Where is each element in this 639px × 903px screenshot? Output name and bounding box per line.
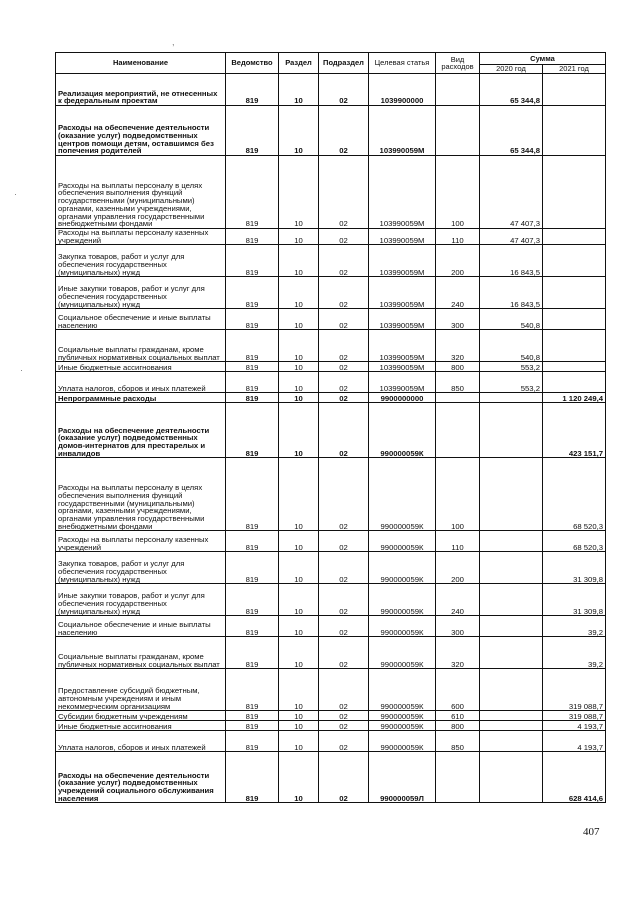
cell-target: 990000059К bbox=[369, 669, 436, 711]
cell-subsection: 02 bbox=[319, 584, 369, 616]
cell-y2021: 39,2 bbox=[543, 637, 606, 669]
cell-name: Иные бюджетные ассигнования bbox=[56, 721, 226, 731]
cell-name: Иные закупки товаров, работ и услуг для обеспечения государственных (муниципальных) нужд bbox=[56, 584, 226, 616]
header-dept: Ведомство bbox=[226, 53, 279, 74]
cell-section: 10 bbox=[279, 74, 319, 106]
scan-mark: · bbox=[20, 365, 23, 375]
cell-y2021 bbox=[543, 362, 606, 372]
cell-name: Непрограммные расходы bbox=[56, 393, 226, 403]
table-body bbox=[56, 74, 606, 803]
cell-subsection: 02 bbox=[319, 330, 369, 362]
table-row bbox=[56, 362, 606, 372]
cell-section: 10 bbox=[279, 458, 319, 531]
cell-y2021 bbox=[543, 309, 606, 330]
cell-target: 103990059М bbox=[369, 156, 436, 229]
table-row bbox=[56, 245, 606, 277]
cell-y2021 bbox=[543, 229, 606, 245]
cell-subsection: 02 bbox=[319, 731, 369, 752]
cell-y2020 bbox=[480, 637, 543, 669]
table-row bbox=[56, 731, 606, 752]
cell-dept: 819 bbox=[226, 616, 279, 637]
cell-type bbox=[436, 106, 480, 156]
scan-mark: , bbox=[172, 37, 175, 47]
cell-name: Реализация мероприятий, не отнесенных к федеральным проектам bbox=[56, 74, 226, 106]
cell-y2020 bbox=[480, 552, 543, 584]
cell-subsection: 02 bbox=[319, 721, 369, 731]
cell-y2020: 47 407,3 bbox=[480, 229, 543, 245]
cell-name: Социальные выплаты гражданам, кроме публичных нормативных социальных выплат bbox=[56, 330, 226, 362]
table-row bbox=[56, 309, 606, 330]
table-row bbox=[56, 616, 606, 637]
cell-y2021 bbox=[543, 106, 606, 156]
cell-target: 103990059М bbox=[369, 330, 436, 362]
cell-name: Социальное обеспечение и иные выплаты населению bbox=[56, 309, 226, 330]
page-number: 407 bbox=[583, 826, 600, 838]
header-2021: 2021 год bbox=[543, 65, 606, 74]
cell-y2021: 39,2 bbox=[543, 616, 606, 637]
cell-section: 10 bbox=[279, 731, 319, 752]
cell-section: 10 bbox=[279, 403, 319, 458]
cell-type bbox=[436, 752, 480, 803]
cell-section: 10 bbox=[279, 637, 319, 669]
cell-dept: 819 bbox=[226, 752, 279, 803]
cell-y2020: 540,8 bbox=[480, 330, 543, 362]
cell-dept: 819 bbox=[226, 156, 279, 229]
cell-type: 240 bbox=[436, 277, 480, 309]
cell-target: 990000059К bbox=[369, 458, 436, 531]
cell-y2020 bbox=[480, 721, 543, 731]
cell-target: 103990059М bbox=[369, 277, 436, 309]
cell-name: Закупка товаров, работ и услуг для обеспечения государственных (муниципальных) нужд bbox=[56, 245, 226, 277]
cell-subsection: 02 bbox=[319, 752, 369, 803]
table-row bbox=[56, 156, 606, 229]
cell-section: 10 bbox=[279, 330, 319, 362]
cell-y2021 bbox=[543, 330, 606, 362]
cell-target: 103990059М bbox=[369, 245, 436, 277]
cell-type: 110 bbox=[436, 531, 480, 552]
cell-type: 850 bbox=[436, 731, 480, 752]
cell-name: Расходы на выплаты персоналу в целях обеспечения выполнения функций государственными (муниципальными) органами, казенными учреждениями, органами управления государственными внебюджетными фондами bbox=[56, 458, 226, 531]
cell-subsection: 02 bbox=[319, 616, 369, 637]
cell-target: 1039900000 bbox=[369, 74, 436, 106]
cell-y2020: 540,8 bbox=[480, 309, 543, 330]
cell-y2020 bbox=[480, 531, 543, 552]
cell-y2021: 628 414,6 bbox=[543, 752, 606, 803]
cell-dept: 819 bbox=[226, 458, 279, 531]
cell-y2021: 68 520,3 bbox=[543, 531, 606, 552]
cell-section: 10 bbox=[279, 362, 319, 372]
cell-type: 320 bbox=[436, 330, 480, 362]
cell-target: 103990059М bbox=[369, 106, 436, 156]
cell-y2020 bbox=[480, 669, 543, 711]
table-row bbox=[56, 711, 606, 721]
cell-dept: 819 bbox=[226, 229, 279, 245]
cell-section: 10 bbox=[279, 156, 319, 229]
cell-dept: 819 bbox=[226, 106, 279, 156]
cell-subsection: 02 bbox=[319, 106, 369, 156]
cell-subsection: 02 bbox=[319, 277, 369, 309]
cell-type: 100 bbox=[436, 458, 480, 531]
table-row bbox=[56, 669, 606, 711]
header-name: Наименование bbox=[56, 53, 226, 74]
table-row bbox=[56, 372, 606, 393]
cell-dept: 819 bbox=[226, 552, 279, 584]
cell-type: 610 bbox=[436, 711, 480, 721]
cell-target: 103990059М bbox=[369, 362, 436, 372]
cell-target: 990000059К bbox=[369, 403, 436, 458]
cell-y2021 bbox=[543, 277, 606, 309]
cell-y2020: 65 344,8 bbox=[480, 106, 543, 156]
cell-dept: 819 bbox=[226, 245, 279, 277]
cell-subsection: 02 bbox=[319, 156, 369, 229]
cell-y2020 bbox=[480, 616, 543, 637]
cell-section: 10 bbox=[279, 393, 319, 403]
cell-section: 10 bbox=[279, 531, 319, 552]
cell-name: Иные бюджетные ассигнования bbox=[56, 362, 226, 372]
cell-name: Расходы на выплаты персоналу казенных учреждений bbox=[56, 531, 226, 552]
cell-subsection: 02 bbox=[319, 393, 369, 403]
cell-dept: 819 bbox=[226, 362, 279, 372]
cell-y2020: 553,2 bbox=[480, 372, 543, 393]
cell-dept: 819 bbox=[226, 372, 279, 393]
table-row bbox=[56, 752, 606, 803]
cell-y2020 bbox=[480, 393, 543, 403]
header-subsection: Подраздел bbox=[319, 53, 369, 74]
cell-subsection: 02 bbox=[319, 362, 369, 372]
cell-name: Социальное обеспечение и иные выплаты населению bbox=[56, 616, 226, 637]
cell-dept: 819 bbox=[226, 74, 279, 106]
cell-subsection: 02 bbox=[319, 403, 369, 458]
cell-section: 10 bbox=[279, 669, 319, 711]
budget-table bbox=[55, 52, 606, 803]
cell-type: 200 bbox=[436, 245, 480, 277]
cell-section: 10 bbox=[279, 309, 319, 330]
cell-dept: 819 bbox=[226, 330, 279, 362]
cell-y2021: 319 088,7 bbox=[543, 711, 606, 721]
header-target: Целевая статья bbox=[369, 53, 436, 74]
cell-dept: 819 bbox=[226, 584, 279, 616]
cell-y2021: 31 309,8 bbox=[543, 552, 606, 584]
cell-y2020 bbox=[480, 584, 543, 616]
cell-type: 100 bbox=[436, 156, 480, 229]
cell-target: 103990059М bbox=[369, 372, 436, 393]
cell-dept: 819 bbox=[226, 531, 279, 552]
cell-section: 10 bbox=[279, 245, 319, 277]
table-row bbox=[56, 584, 606, 616]
cell-y2020 bbox=[480, 752, 543, 803]
cell-y2021 bbox=[543, 372, 606, 393]
cell-type: 800 bbox=[436, 721, 480, 731]
cell-name: Расходы на выплаты персоналу казенных учреждений bbox=[56, 229, 226, 245]
cell-y2020: 16 843,5 bbox=[480, 277, 543, 309]
cell-y2021 bbox=[543, 74, 606, 106]
cell-y2021 bbox=[543, 245, 606, 277]
cell-y2020 bbox=[480, 711, 543, 721]
cell-target: 103990059М bbox=[369, 309, 436, 330]
cell-y2020: 47 407,3 bbox=[480, 156, 543, 229]
cell-name: Иные закупки товаров, работ и услуг для обеспечения государственных (муниципальных) нужд bbox=[56, 277, 226, 309]
cell-y2021 bbox=[543, 156, 606, 229]
cell-name: Расходы на обеспечение деятельности (оказание услуг) подведомственных учреждений социального обслуживания населения bbox=[56, 752, 226, 803]
cell-section: 10 bbox=[279, 721, 319, 731]
cell-name: Расходы на обеспечение деятельности (оказание услуг) подведомственных центров помощи детям, оставшимся без попечения родителей bbox=[56, 106, 226, 156]
cell-target: 990000059К bbox=[369, 616, 436, 637]
table-row bbox=[56, 393, 606, 403]
cell-y2020 bbox=[480, 458, 543, 531]
table-row bbox=[56, 637, 606, 669]
cell-section: 10 bbox=[279, 552, 319, 584]
cell-type bbox=[436, 393, 480, 403]
cell-section: 10 bbox=[279, 277, 319, 309]
header-type: Вид расходов bbox=[436, 53, 480, 74]
cell-type: 200 bbox=[436, 552, 480, 584]
cell-type: 800 bbox=[436, 362, 480, 372]
table-row bbox=[56, 330, 606, 362]
cell-y2021: 4 193,7 bbox=[543, 731, 606, 752]
cell-dept: 819 bbox=[226, 711, 279, 721]
cell-dept: 819 bbox=[226, 309, 279, 330]
cell-section: 10 bbox=[279, 752, 319, 803]
cell-type: 600 bbox=[436, 669, 480, 711]
cell-target: 990000059К bbox=[369, 531, 436, 552]
cell-subsection: 02 bbox=[319, 74, 369, 106]
cell-y2020 bbox=[480, 403, 543, 458]
cell-subsection: 02 bbox=[319, 245, 369, 277]
table-row bbox=[56, 229, 606, 245]
header-2020: 2020 год bbox=[480, 65, 543, 74]
cell-y2020 bbox=[480, 731, 543, 752]
cell-target: 103990059М bbox=[369, 229, 436, 245]
cell-y2021: 423 151,7 bbox=[543, 403, 606, 458]
cell-target: 990000059К bbox=[369, 711, 436, 721]
cell-type: 240 bbox=[436, 584, 480, 616]
cell-target: 990000059К bbox=[369, 721, 436, 731]
cell-subsection: 02 bbox=[319, 458, 369, 531]
table-row bbox=[56, 74, 606, 106]
cell-type: 300 bbox=[436, 616, 480, 637]
scan-mark: · bbox=[14, 189, 17, 199]
cell-type: 320 bbox=[436, 637, 480, 669]
cell-name: Уплата налогов, сборов и иных платежей bbox=[56, 372, 226, 393]
cell-type: 850 bbox=[436, 372, 480, 393]
cell-y2021: 1 120 249,4 bbox=[543, 393, 606, 403]
cell-name: Закупка товаров, работ и услуг для обеспечения государственных (муниципальных) нужд bbox=[56, 552, 226, 584]
cell-y2020: 65 344,8 bbox=[480, 74, 543, 106]
table-row bbox=[56, 403, 606, 458]
cell-target: 990000059Л bbox=[369, 752, 436, 803]
cell-type bbox=[436, 403, 480, 458]
cell-section: 10 bbox=[279, 106, 319, 156]
header-section: Раздел bbox=[279, 53, 319, 74]
cell-dept: 819 bbox=[226, 637, 279, 669]
table-row bbox=[56, 531, 606, 552]
cell-subsection: 02 bbox=[319, 637, 369, 669]
cell-subsection: 02 bbox=[319, 309, 369, 330]
cell-target: 990000059К bbox=[369, 731, 436, 752]
cell-subsection: 02 bbox=[319, 669, 369, 711]
cell-subsection: 02 bbox=[319, 531, 369, 552]
cell-target: 990000059К bbox=[369, 552, 436, 584]
cell-name: Расходы на выплаты персоналу в целях обеспечения выполнения функций государственными (муниципальными) органами, казенными учреждениями, органами управления государственными внебюджетными фондами bbox=[56, 156, 226, 229]
cell-type bbox=[436, 74, 480, 106]
cell-y2021: 68 520,3 bbox=[543, 458, 606, 531]
cell-name: Социальные выплаты гражданам, кроме публичных нормативных социальных выплат bbox=[56, 637, 226, 669]
table-row bbox=[56, 106, 606, 156]
cell-section: 10 bbox=[279, 229, 319, 245]
header-sum: Сумма bbox=[480, 53, 606, 65]
cell-section: 10 bbox=[279, 584, 319, 616]
cell-name: Субсидии бюджетным учреждениям bbox=[56, 711, 226, 721]
cell-section: 10 bbox=[279, 616, 319, 637]
table-row bbox=[56, 458, 606, 531]
cell-dept: 819 bbox=[226, 721, 279, 731]
cell-name: Расходы на обеспечение деятельности (оказание услуг) подведомственных домов-интернатов для престарелых и инвалидов bbox=[56, 403, 226, 458]
cell-dept: 819 bbox=[226, 731, 279, 752]
cell-subsection: 02 bbox=[319, 229, 369, 245]
cell-dept: 819 bbox=[226, 669, 279, 711]
cell-name: Уплата налогов, сборов и иных платежей bbox=[56, 731, 226, 752]
cell-section: 10 bbox=[279, 372, 319, 393]
cell-y2021: 31 309,8 bbox=[543, 584, 606, 616]
cell-target: 990000059К bbox=[369, 637, 436, 669]
cell-dept: 819 bbox=[226, 277, 279, 309]
cell-type: 110 bbox=[436, 229, 480, 245]
cell-y2021: 319 088,7 bbox=[543, 669, 606, 711]
cell-section: 10 bbox=[279, 711, 319, 721]
cell-subsection: 02 bbox=[319, 711, 369, 721]
cell-target: 990000059К bbox=[369, 584, 436, 616]
cell-type: 300 bbox=[436, 309, 480, 330]
cell-subsection: 02 bbox=[319, 552, 369, 584]
cell-y2020: 553,2 bbox=[480, 362, 543, 372]
table-row bbox=[56, 277, 606, 309]
cell-target: 9900000000 bbox=[369, 393, 436, 403]
table-row bbox=[56, 552, 606, 584]
table-row bbox=[56, 721, 606, 731]
cell-subsection: 02 bbox=[319, 372, 369, 393]
cell-y2020: 16 843,5 bbox=[480, 245, 543, 277]
cell-dept: 819 bbox=[226, 393, 279, 403]
cell-name: Предоставление субсидий бюджетным, автономным учреждениям и иным некоммерческим организациям bbox=[56, 669, 226, 711]
cell-dept: 819 bbox=[226, 403, 279, 458]
cell-y2021: 4 193,7 bbox=[543, 721, 606, 731]
